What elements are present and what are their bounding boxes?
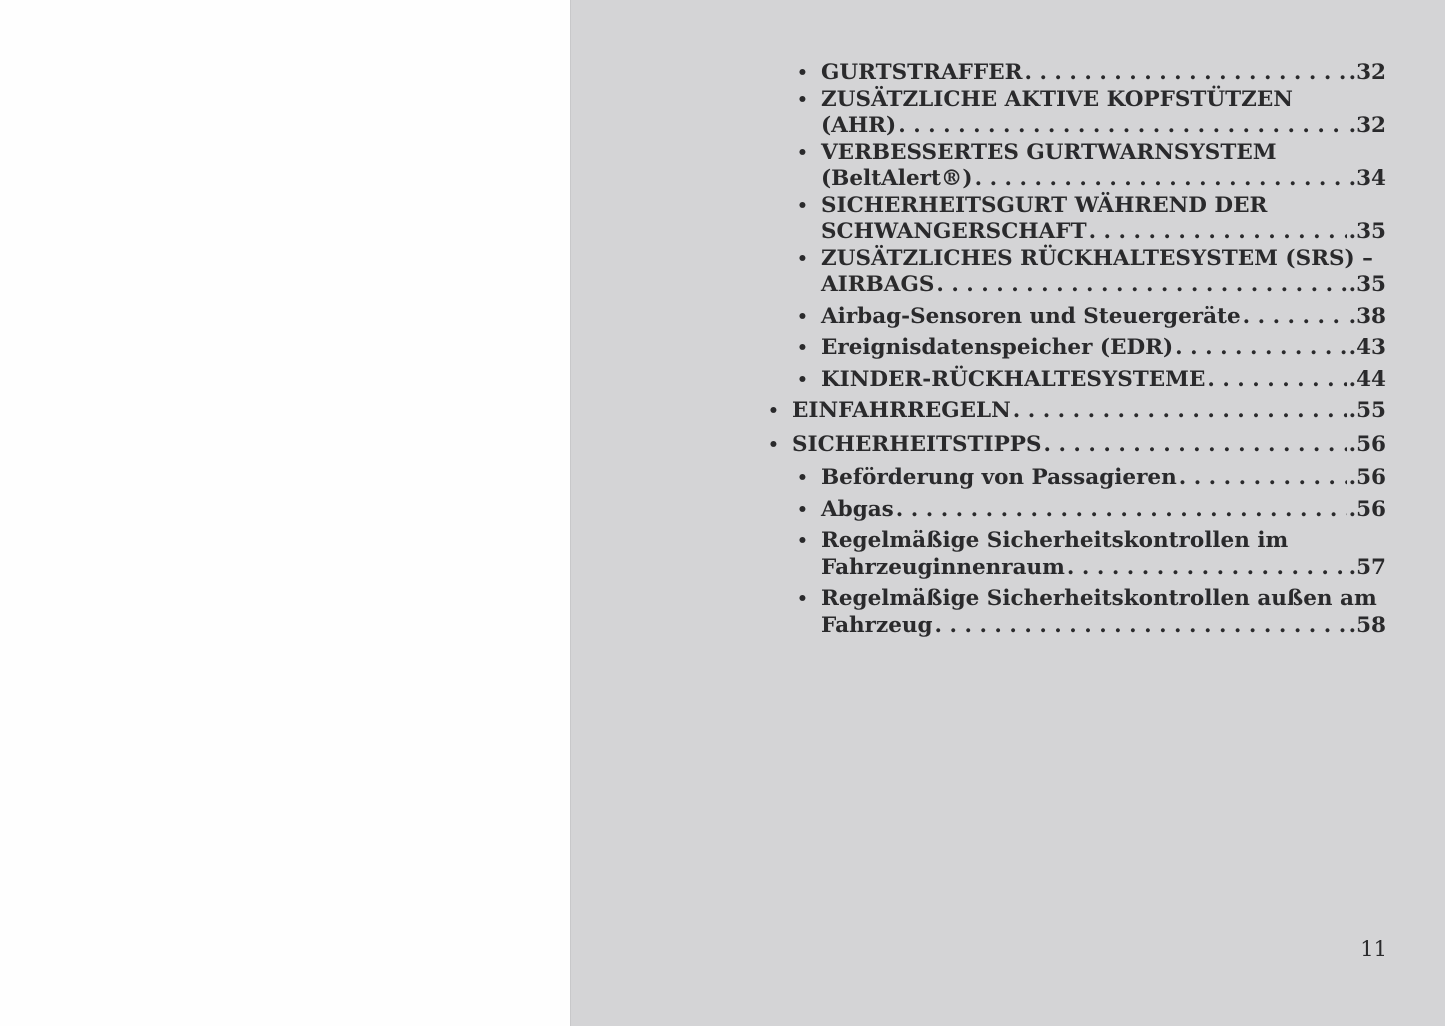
bullet-icon: • bbox=[797, 89, 808, 110]
toc-entry-title: Airbag-Sensoren und Steuergeräte bbox=[821, 303, 1241, 329]
bullet-icon: • bbox=[768, 434, 779, 455]
left-blank-page bbox=[0, 0, 570, 1026]
toc-entry-title-line: VERBESSERTES GURTWARNSYSTEM bbox=[821, 139, 1277, 165]
toc-entry-title-line: ZUSÄTZLICHE AKTIVE KOPFSTÜTZEN bbox=[821, 86, 1293, 112]
toc-entry-title: GURTSTRAFFER bbox=[821, 60, 1023, 85]
toc-entry-kontrollen-innenraum[interactable] bbox=[768, 528, 1386, 581]
toc-page-number: .56 bbox=[1348, 431, 1386, 457]
toc-entry-einfahrregeln[interactable] bbox=[768, 398, 1386, 425]
toc-entry-kinder-rueckhaltesysteme[interactable] bbox=[768, 367, 1386, 394]
dot-leader bbox=[898, 113, 1346, 140]
toc-entry-schwangerschaft[interactable] bbox=[768, 193, 1386, 246]
bullet-icon: • bbox=[797, 248, 808, 269]
bullet-icon: • bbox=[797, 531, 808, 551]
dot-leader bbox=[1179, 465, 1347, 492]
toc-entry-title: SICHERHEITSTIPPS bbox=[792, 431, 1042, 457]
bullet-icon: • bbox=[797, 338, 808, 358]
toc-entry-title: AIRBAGS bbox=[821, 272, 935, 297]
toc-entry-title: KINDER-RÜCKHALTESYSTEME bbox=[821, 366, 1206, 392]
toc-page-number: .32 bbox=[1348, 60, 1386, 85]
toc-entry-title-line: Regelmäßige Sicherheitskontrollen im bbox=[821, 528, 1289, 553]
toc-entry-title: Abgas bbox=[821, 496, 894, 522]
toc-entry-sicherheitstipps[interactable] bbox=[768, 432, 1386, 459]
toc-page-number: .38 bbox=[1348, 303, 1386, 329]
dot-leader bbox=[936, 272, 1346, 299]
bullet-icon: • bbox=[768, 401, 779, 421]
toc-entry-title: (BeltAlert®) bbox=[821, 166, 973, 191]
bullet-icon: • bbox=[797, 468, 808, 488]
toc-entry-abgas[interactable] bbox=[768, 497, 1386, 524]
toc-entry-airbag-sensoren[interactable] bbox=[768, 304, 1386, 331]
page-number: 11 bbox=[1360, 937, 1387, 961]
toc-page-number: .32 bbox=[1348, 113, 1386, 138]
bullet-icon: • bbox=[797, 369, 808, 390]
toc-page-number: .34 bbox=[1348, 166, 1386, 191]
dot-leader bbox=[1175, 335, 1346, 362]
table-of-contents bbox=[768, 60, 1386, 639]
toc-page-number: .56 bbox=[1348, 465, 1386, 490]
toc-entry-title: EINFAHRREGELN bbox=[792, 398, 1011, 423]
bullet-icon: • bbox=[797, 589, 808, 609]
toc-page-number: .44 bbox=[1348, 366, 1386, 392]
toc-entry-kontrollen-aussen[interactable] bbox=[768, 586, 1386, 639]
toc-entry-title: SCHWANGERSCHAFT bbox=[821, 219, 1087, 244]
bullet-icon: • bbox=[797, 63, 808, 83]
dot-leader bbox=[1089, 219, 1347, 246]
toc-page-number: .55 bbox=[1348, 398, 1386, 423]
toc-entry-gurtwarnsystem[interactable] bbox=[768, 140, 1386, 193]
toc-entry-title: (AHR) bbox=[821, 113, 897, 138]
dot-leader bbox=[1243, 304, 1347, 331]
right-page bbox=[570, 0, 1445, 1026]
toc-entry-gurtstraffer[interactable] bbox=[768, 60, 1386, 87]
bullet-icon: • bbox=[797, 499, 808, 520]
toc-page-number: .56 bbox=[1348, 496, 1386, 522]
toc-entry-kopfstuetzen[interactable] bbox=[768, 87, 1386, 140]
toc-page-number: .57 bbox=[1348, 554, 1386, 580]
dot-leader bbox=[975, 166, 1347, 193]
toc-entry-title-line: ZUSÄTZLICHES RÜCKHALTESYSTEM (SRS) – bbox=[821, 245, 1373, 271]
bullet-icon: • bbox=[797, 195, 808, 216]
toc-entry-ereignisdatenspeicher[interactable] bbox=[768, 335, 1386, 362]
toc-entry-title-line: SICHERHEITSGURT WÄHREND DER bbox=[821, 192, 1268, 218]
dot-leader bbox=[1013, 398, 1347, 425]
toc-entry-title: Beförderung von Passagieren bbox=[821, 465, 1177, 490]
toc-entry-title: Ereignisdatenspeicher (EDR) bbox=[821, 335, 1174, 360]
toc-page-number: .58 bbox=[1348, 612, 1386, 638]
dot-leader bbox=[1207, 367, 1346, 394]
toc-page-number: .35 bbox=[1348, 219, 1386, 244]
dot-leader bbox=[1067, 555, 1347, 582]
dot-leader bbox=[1024, 60, 1346, 87]
toc-entry-passagiere[interactable] bbox=[768, 465, 1386, 492]
dot-leader bbox=[1043, 432, 1346, 459]
bullet-icon: • bbox=[797, 142, 808, 163]
toc-page-number: .43 bbox=[1348, 335, 1386, 360]
toc-entry-title-line: Regelmäßige Sicherheitskontrollen außen am bbox=[821, 586, 1377, 611]
dot-leader bbox=[935, 613, 1347, 640]
toc-entry-airbags[interactable] bbox=[768, 246, 1386, 299]
toc-page-number: .35 bbox=[1348, 272, 1386, 297]
toc-entry-title: Fahrzeug bbox=[821, 612, 933, 638]
bullet-icon: • bbox=[797, 306, 808, 327]
dot-leader bbox=[896, 497, 1347, 524]
toc-entry-title: Fahrzeuginnenraum bbox=[821, 554, 1065, 580]
